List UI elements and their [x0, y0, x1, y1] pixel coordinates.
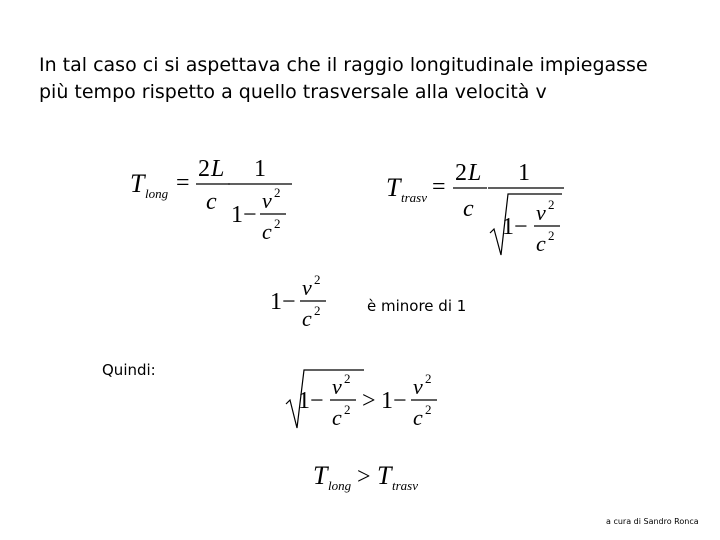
exponent-two: 2: [274, 185, 281, 200]
minus-sign: −: [243, 202, 257, 228]
light-speed-c: c: [332, 405, 342, 430]
velocity-v: v: [413, 374, 423, 399]
exponent-two: 2: [314, 303, 321, 318]
light-speed-c: c: [302, 306, 312, 331]
formula-t-long: [128, 150, 298, 250]
formula-conclusion: [311, 458, 431, 498]
greater-than-sign: >: [357, 464, 371, 490]
symbol-t: T: [313, 461, 328, 490]
numerator-one: 1: [518, 160, 530, 186]
one: 1: [298, 388, 310, 414]
light-speed-c: c: [536, 231, 546, 256]
numerator-l: L: [468, 160, 482, 186]
numerator-l: L: [211, 156, 225, 182]
subscript-trasv: trasv: [401, 190, 427, 205]
minus-sign: −: [514, 214, 528, 240]
light-speed-c: c: [413, 405, 423, 430]
denominator-c: c: [463, 196, 474, 222]
subscript-long: long: [145, 186, 169, 201]
velocity-v: v: [536, 200, 546, 225]
subscript-trasv: trasv: [392, 478, 418, 493]
one: 1: [381, 388, 393, 414]
minor-note: è minore di 1: [367, 297, 467, 315]
intro-line-1: In tal caso ci si aspettava che il raggio longitudinale impiegasse: [39, 54, 648, 76]
intro-line-2: più tempo rispetto a quello trasversale alla velocità v: [39, 81, 547, 103]
exponent-two: 2: [314, 272, 321, 287]
denominator-c: c: [206, 189, 217, 215]
formula-inequality: [284, 364, 444, 436]
exponent-two: 2: [425, 402, 432, 417]
velocity-v: v: [262, 188, 272, 213]
exponent-two: 2: [425, 371, 432, 386]
equals-sign: =: [176, 170, 190, 196]
light-speed-c: c: [262, 219, 272, 244]
symbol-t: T: [386, 173, 401, 202]
formula-t-trasv: [384, 154, 574, 260]
velocity-v: v: [302, 275, 312, 300]
credit-footer: a cura di Sandro Ronca: [606, 517, 699, 526]
intro-text: [39, 52, 699, 106]
exponent-two: 2: [548, 197, 555, 212]
exponent-two: 2: [344, 402, 351, 417]
numerator-two: 2: [455, 160, 467, 186]
numerator-two: 2: [198, 156, 210, 182]
minus-sign: −: [282, 289, 296, 315]
velocity-v: v: [332, 374, 342, 399]
symbol-t: T: [377, 461, 392, 490]
one: 1: [231, 202, 243, 228]
one: 1: [502, 214, 514, 240]
greater-than-sign: >: [362, 388, 376, 414]
formula-one-minus-beta: [268, 270, 332, 334]
one: 1: [270, 289, 282, 315]
quindi-label: Quindi:: [102, 361, 156, 379]
minus-sign: −: [310, 388, 324, 414]
symbol-t: T: [130, 169, 145, 198]
exponent-two: 2: [548, 228, 555, 243]
minus-sign: −: [393, 388, 407, 414]
equals-sign: =: [432, 174, 446, 200]
subscript-long: long: [328, 478, 352, 493]
numerator-one: 1: [254, 156, 266, 182]
exponent-two: 2: [344, 371, 351, 386]
exponent-two: 2: [274, 216, 281, 231]
